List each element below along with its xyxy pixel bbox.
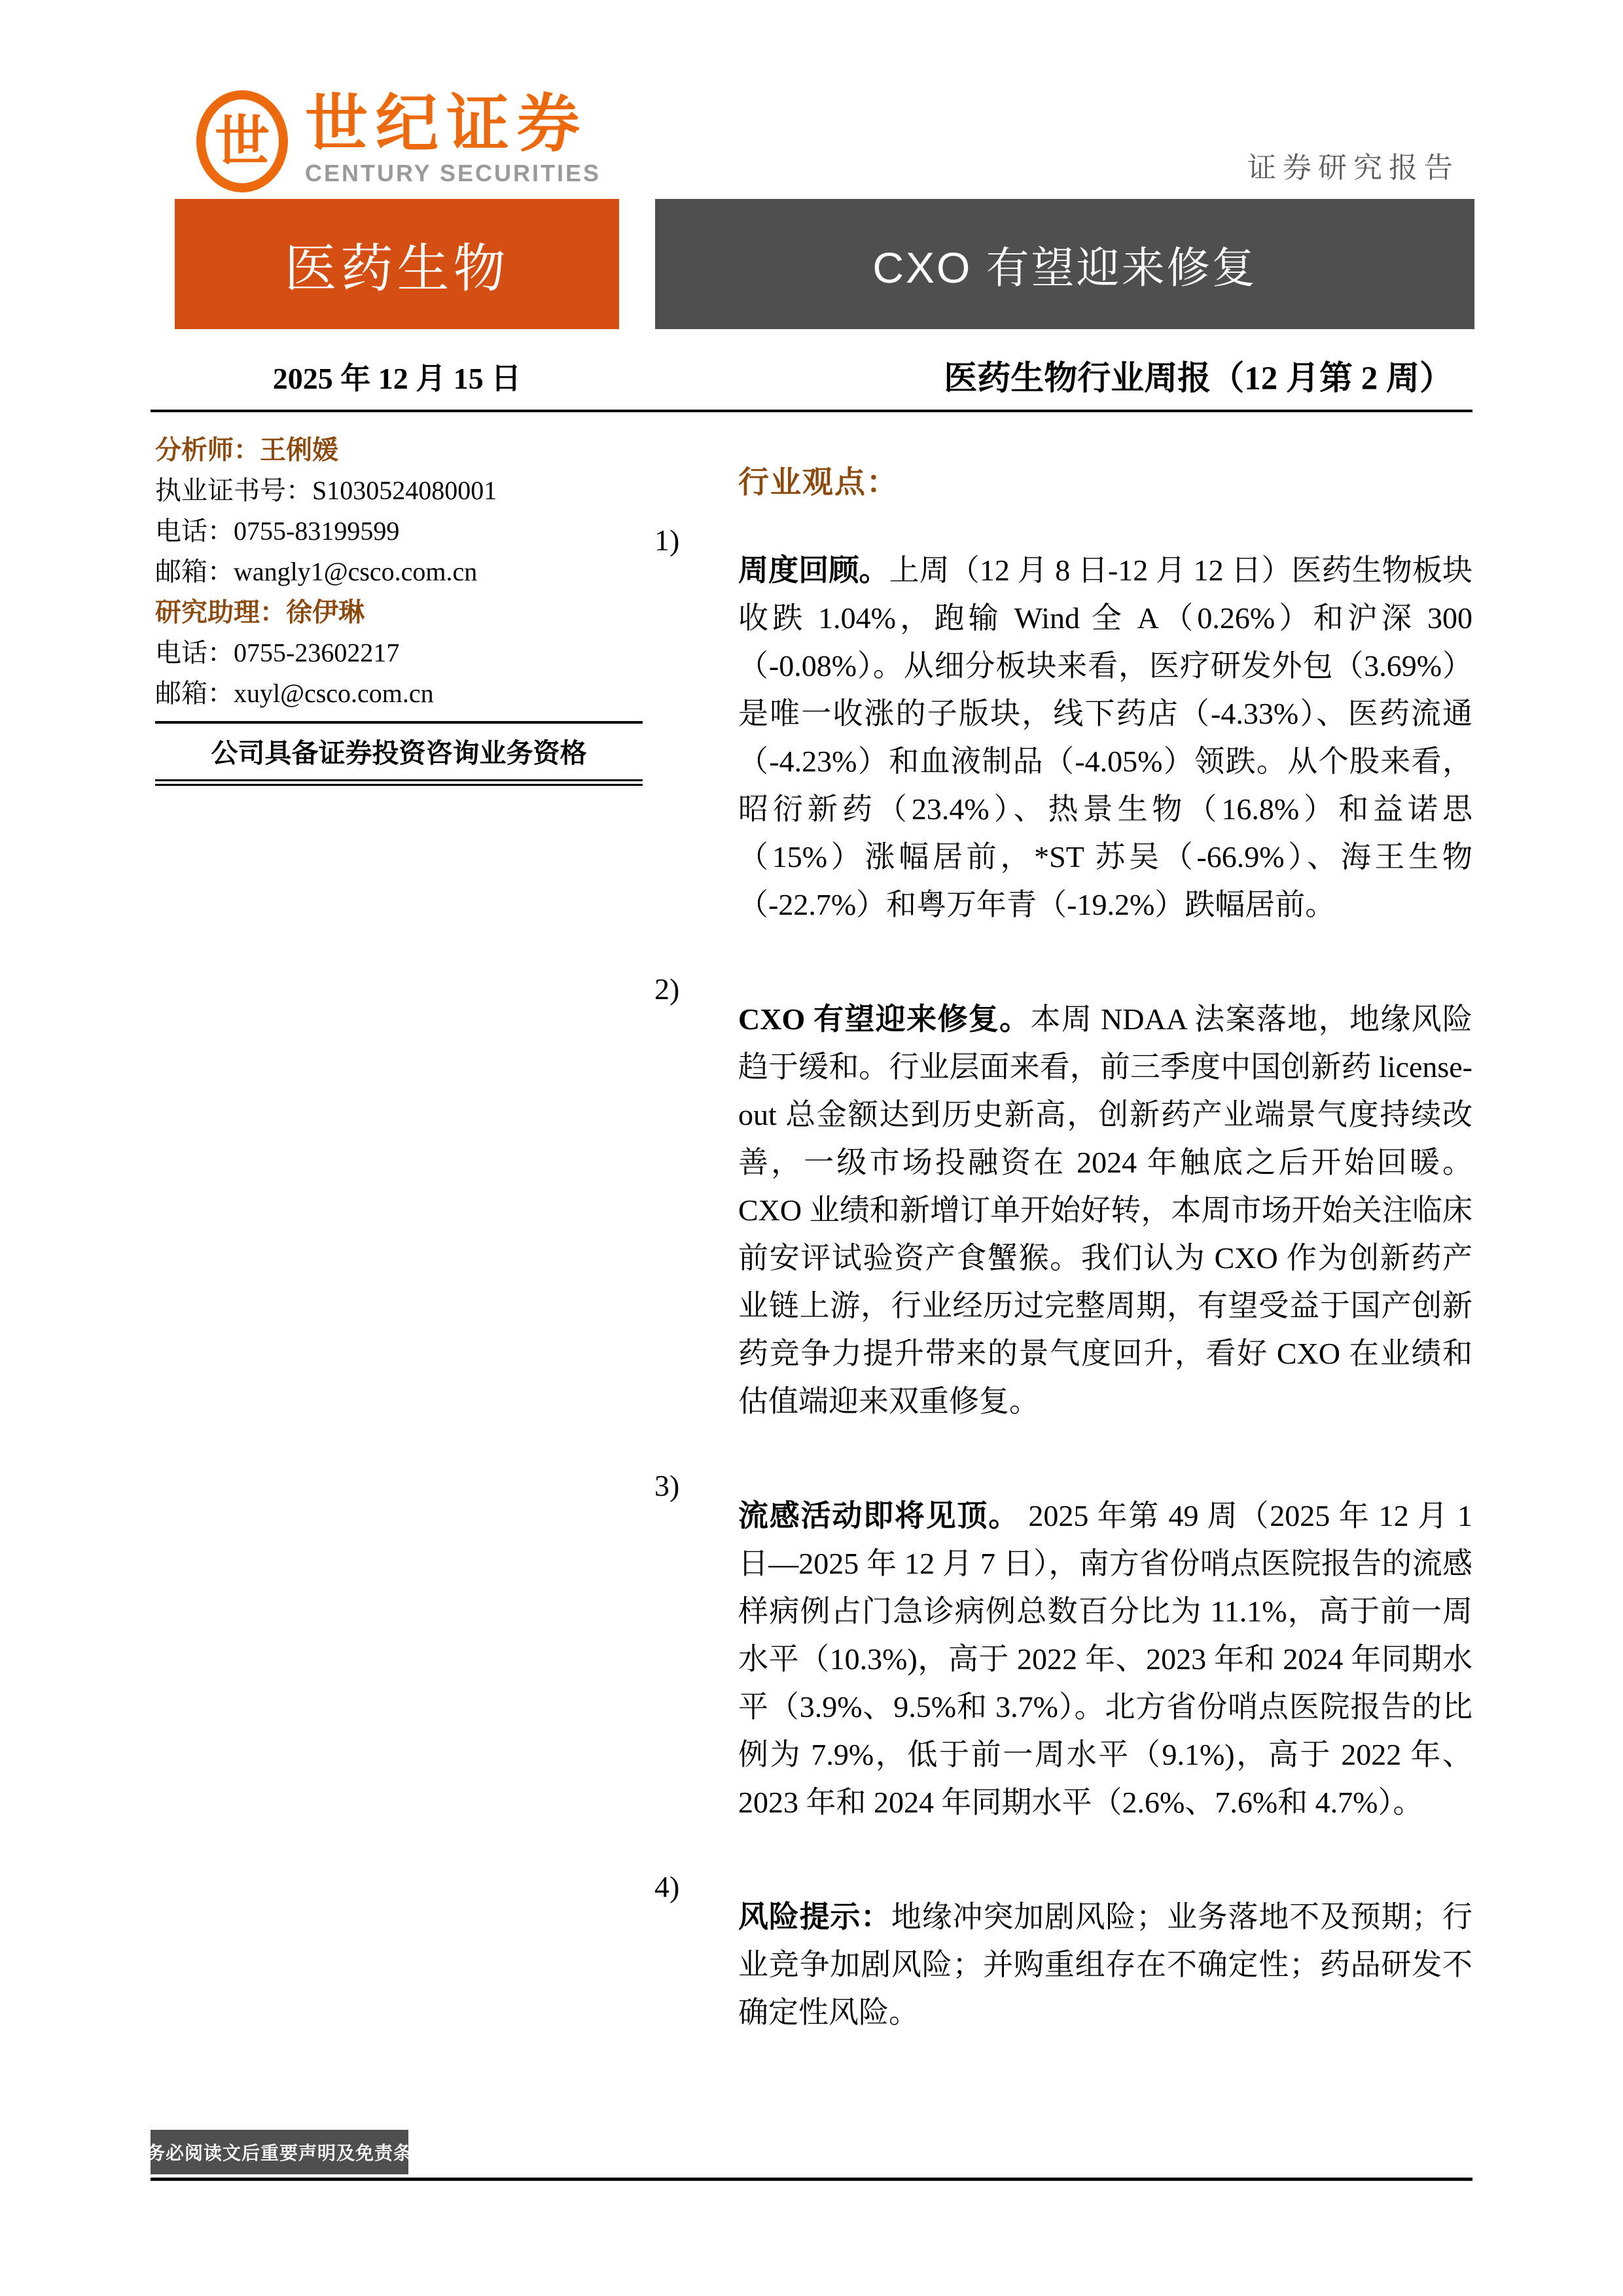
section-heading: 行业观点： xyxy=(738,466,899,500)
century-securities-logo-icon xyxy=(196,90,288,192)
logo-text xyxy=(305,90,601,187)
logo-mark-glyph: 世 xyxy=(214,111,270,172)
analyst-cert-row: 执业证书号：S1030524080001 xyxy=(155,476,497,505)
list-item xyxy=(654,516,1472,959)
report-date: 2025 年 12 月 15 日 xyxy=(272,362,522,395)
list-item-number: 2) xyxy=(654,972,680,1006)
report-subtitle: 医药生物行业周报（12 月第 2 周） xyxy=(944,361,1453,397)
assistant-phone-row: 电话：0755-23602217 xyxy=(155,638,400,667)
list-item-lead: 风险提示： xyxy=(738,1900,891,1934)
industry-banner xyxy=(175,199,619,329)
list-item-number: 4) xyxy=(654,1870,680,1903)
qualification-statement: 公司具备证券投资咨询业务资格 xyxy=(155,721,643,786)
analyst-email-row: 邮箱：wangly1@csco.com.cn xyxy=(155,557,478,586)
report-title-banner xyxy=(655,199,1474,329)
list-item-body: 本周 NDAA 法案落地，地缘风险趋于缓和。行业层面来看，前三季度中国创新药 license-out 总金额达到历史新高，创新药产业端景气度持续改善，一级市场投融资在 2024 年触底之后开始回暖。CXO 业绩和新增订单开始好转，本周市场开始关注临床前安评试验资产食蟹猴。我们认为 CXO 作为创新药产业链上游，行业经历过完整周期，有望受益于国产创新药竞争力提升带来的景气度回升，看好 CXO 在业绩和估值端迎来双重修复。 xyxy=(738,1002,1472,1418)
list-item xyxy=(654,1863,1472,2066)
assistant-name-row: 研究助理：徐伊琳 xyxy=(155,597,365,627)
logo-name-cn: 世纪证券 xyxy=(305,89,588,159)
list-item-body: 上周（12 月 8 日-12 月 12 日）医药生物板块收跌 1.04%，跑输 Wind 全 A（0.26%）和沪深 300（-0.08%）。从细分板块来看，医疗研发外包（3.69%）是唯一收涨的子版块，线下药店（-4.33%）、医药流通（-4.23%）和血液制品（-4.05%）领跌。从个股来看，昭衍新药（23.4%）、热景生物（16.8%）和益诺思（15%）涨幅居前，*ST 苏吴（-66.9%）、海王生物（-22.7%）和粤万年青（-19.2%）跌幅居前。 xyxy=(738,554,1472,921)
analyst-phone-row: 电话：0755-83199599 xyxy=(155,516,400,546)
brand-logo xyxy=(196,90,601,192)
logo-name-en: CENTURY SECURITIES xyxy=(305,160,601,186)
disclaimer-notice: 请务必阅读文后重要声明及免责条款 xyxy=(151,2130,408,2174)
list-item-body: 地缘冲突加剧风险；业务落地不及预期；行业竞争加剧风险；并购重组存在不确定性；药品研发不确定性风险。 xyxy=(738,1900,1473,2029)
list-item xyxy=(654,965,1472,1455)
list-item-lead: 流感活动即将见顶。 xyxy=(738,1499,1020,1532)
industry-banner-label: 医药生物 xyxy=(284,239,510,298)
header-divider-line xyxy=(151,410,1472,412)
list-item-lead: CXO 有望迎来修复。 xyxy=(738,1002,1031,1036)
assistant-email-row: 邮箱：xuyl@csco.com.cn xyxy=(155,679,434,708)
list-item-number: 1) xyxy=(654,523,680,557)
analyst-name-row: 分析师：王俐媛 xyxy=(155,435,338,465)
list-item xyxy=(654,1462,1472,1856)
list-item-text xyxy=(738,1893,1472,2036)
list-item-lead: 周度回顾。 xyxy=(738,554,889,587)
analyst-sidebar xyxy=(155,437,643,786)
report-title-banner-label: CXO 有望迎来修复 xyxy=(872,243,1257,292)
list-item-text xyxy=(738,1492,1472,1826)
footer-divider-line xyxy=(151,2178,1472,2181)
list-item-body: 2025 年第 49 周（2025 年 12 月 1 日—2025 年 12 月 7 日），南方省份哨点医院报告的流感样病例占门急诊病例总数百分比为 11.1%，高于前一周水平（10.3%)，高于 2022 年、2023 年和 2024 年同期水平（3.9%、9.5%和 3.7%）。北方省份哨点医院报告的比例为 7.9%，低于前一周水平（9.1%)，高于 2022 年、2023 年和 2024 年同期水平（2.6%、7.6%和 4.7%）。 xyxy=(738,1499,1473,1819)
list-item-text xyxy=(738,546,1472,928)
report-type-label: 证券研究报告 xyxy=(1247,152,1459,184)
list-item-number: 3) xyxy=(654,1469,680,1502)
industry-view-section xyxy=(654,458,1472,2073)
list-item-text xyxy=(738,995,1472,1425)
